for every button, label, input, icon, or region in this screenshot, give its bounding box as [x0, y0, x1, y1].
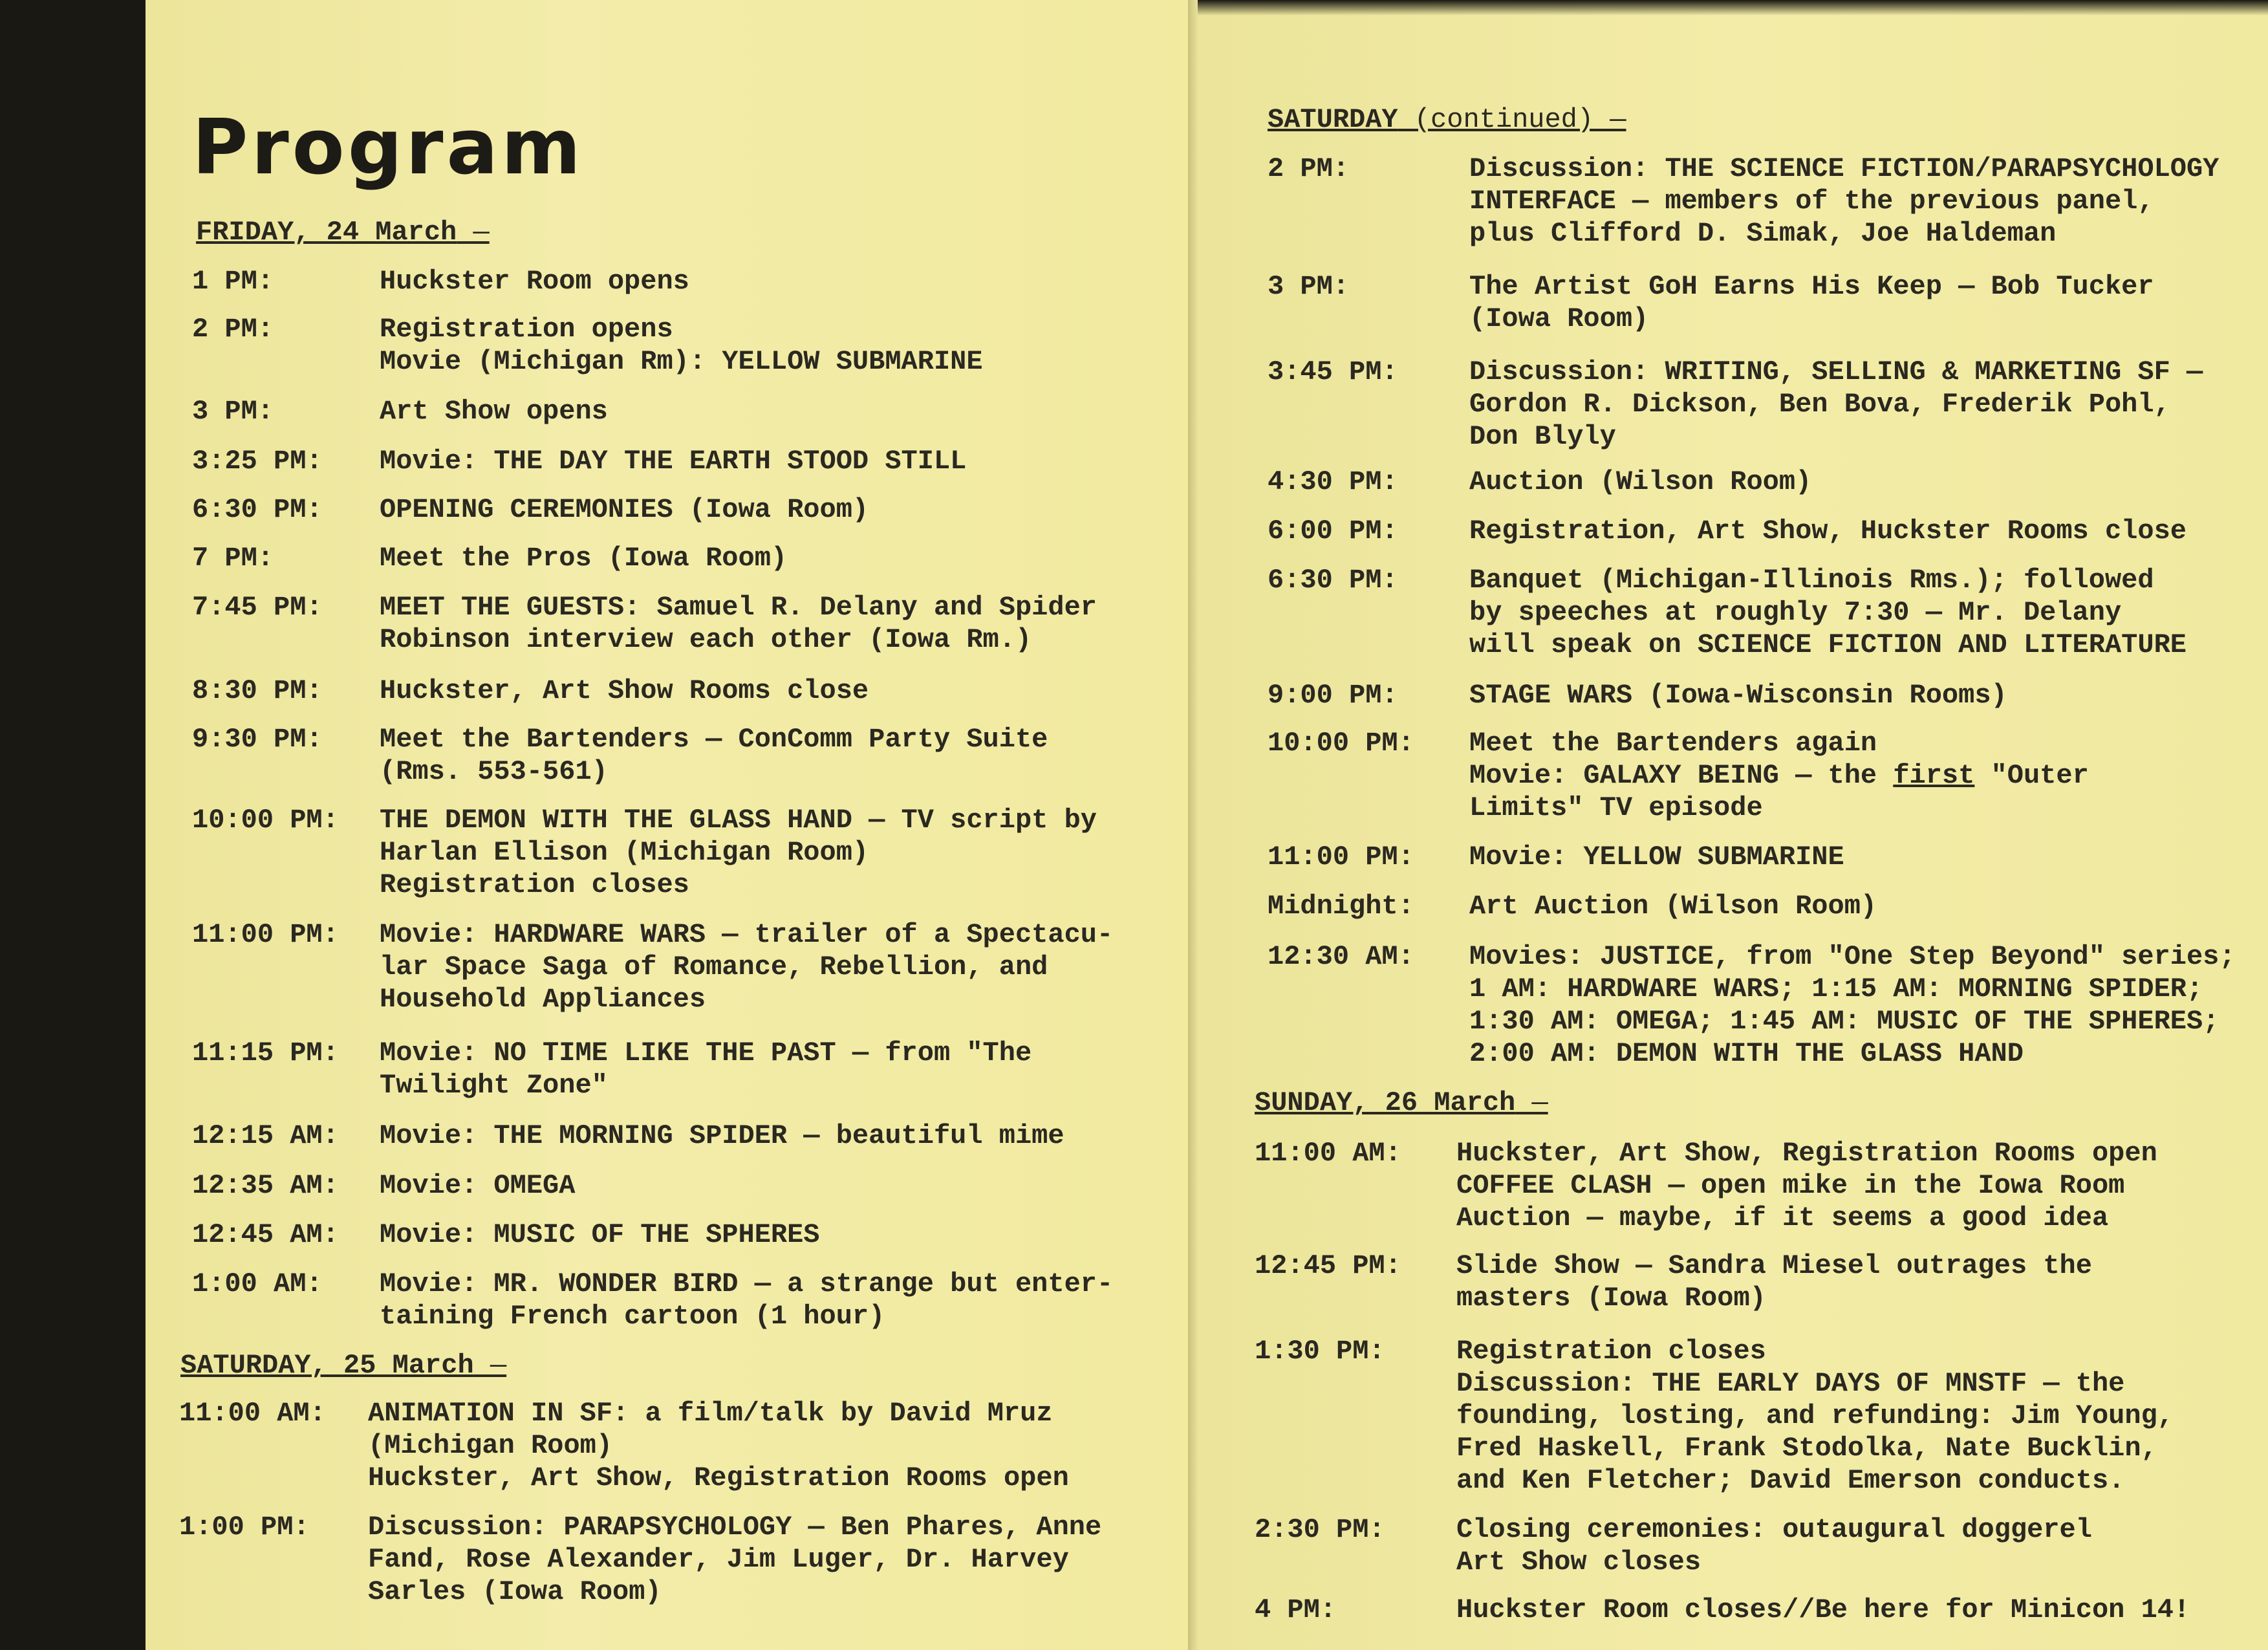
entry-line	[1456, 1594, 2190, 1626]
entry-line-text: Huckster Room closes//Be here for Minicon 14!	[1456, 1594, 2190, 1625]
entry-line	[380, 951, 1113, 983]
entry-line	[380, 675, 869, 707]
page-fold	[1188, 0, 1198, 1650]
entry-line	[380, 1037, 1031, 1069]
entry-description	[1469, 515, 2187, 547]
entry-line-text: Movie: THE MORNING SPIDER — beautiful mime	[380, 1120, 1064, 1151]
entry-line-text: Discussion: PARAPSYCHOLOGY — Ben Phares, Anne	[368, 1512, 1102, 1543]
entry-line-text: INTERFACE — members of the previous panel,	[1469, 186, 2154, 217]
entry-line-text: Limits" TV episode	[1469, 792, 1763, 823]
entry-line-text: 1 AM: HARDWARE WARS; 1:15 AM: MORNING SPIDER;	[1469, 973, 2203, 1004]
entry-line-text: Discussion: THE SCIENCE FICTION/PARAPSYCHOLOGY	[1469, 153, 2219, 184]
entry-line-text: (Iowa Room)	[1469, 303, 1649, 334]
entry-description	[380, 395, 608, 428]
entry-line-text: Fand, Rose Alexander, Jim Luger, Dr. Harvey	[368, 1544, 1069, 1575]
entry-description	[1469, 841, 1844, 873]
entry-description	[380, 1219, 820, 1251]
entry-description	[380, 1037, 1031, 1102]
entry-line-text: and Ken Fletcher; David Emerson conducts.	[1456, 1465, 2125, 1496]
entry-line-text: Meet the Pros (Iowa Room)	[380, 543, 788, 574]
entry-line	[368, 1397, 1069, 1429]
entry-line	[380, 1169, 575, 1202]
entry-line-text: Banquet (Michigan-Illinois Rms.); followed	[1469, 565, 2154, 596]
entry-line	[380, 1120, 1064, 1152]
right-page	[1198, 0, 2268, 1650]
entry-line-text: Meet the Bartenders — ConComm Party Suite	[380, 724, 1048, 755]
entry-line	[1456, 1546, 2092, 1578]
entry-line-text: Movie: MUSIC OF THE SPHERES	[380, 1219, 820, 1250]
entry-time: 7 PM:	[192, 543, 274, 574]
entry-time: 7:45 PM:	[192, 592, 323, 623]
entry-line-text: Movie: MR. WONDER BIRD — a strange but enter-	[380, 1268, 1114, 1299]
entry-line	[1469, 303, 2154, 335]
entry-line	[1469, 564, 2187, 596]
entry-line-text: Don Blyly	[1469, 421, 1616, 452]
entry-line-text: Auction — maybe, if it seems a good idea	[1456, 1202, 2109, 1233]
entry-time: Midnight:	[1268, 891, 1414, 922]
entry-line-text: Fred Haskell, Frank Stodolka, Nate Bucklin,	[1456, 1433, 2157, 1464]
entry-line-text: Slide Show — Sandra Miesel outrages the	[1456, 1250, 2092, 1281]
entry-time: 1:30 PM:	[1255, 1336, 1385, 1367]
entry-line-text: THE DEMON WITH THE GLASS HAND — TV script by	[380, 805, 1097, 836]
entry-time: 11:15 PM:	[192, 1037, 339, 1069]
entry-description	[1469, 727, 2089, 824]
entry-line-text: Movie: YELLOW SUBMARINE	[1469, 841, 1844, 873]
entry-line	[1469, 185, 2219, 217]
entry-line	[1469, 629, 2187, 661]
entry-time: 3:25 PM:	[192, 446, 323, 477]
entry-line-text: masters (Iowa Room)	[1456, 1283, 1766, 1314]
entry-time: 6:30 PM:	[1268, 565, 1398, 596]
entry-line	[1469, 1037, 2236, 1070]
entry-time: 12:30 AM:	[1268, 941, 1414, 972]
entry-time: 3 PM:	[1268, 271, 1350, 302]
entry-line-text: Twilight Zone"	[380, 1070, 608, 1101]
sunday-heading-text: SUNDAY, 26 March	[1255, 1087, 1516, 1118]
entry-time: 2 PM:	[192, 314, 274, 345]
entry-description	[380, 918, 1113, 1015]
entry-line	[1469, 679, 2007, 711]
entry-line	[1456, 1367, 2174, 1400]
entry-line-text: 2:00 AM: DEMON WITH THE GLASS HAND	[1469, 1038, 2024, 1069]
entry-line	[380, 1219, 820, 1251]
entry-line-text: ANIMATION IN SF: a film/talk by David Mruz	[368, 1398, 1053, 1429]
entry-time: 11:00 AM:	[179, 1398, 326, 1429]
entry-line	[380, 345, 983, 378]
saturday-heading-text: SATURDAY, 25 March	[180, 1350, 474, 1381]
entry-line	[1469, 940, 2236, 973]
top-edge-shadow	[1198, 0, 2268, 16]
entry-line-text: Movies: JUSTICE, from "One Step Beyond" series;	[1469, 941, 2236, 972]
entry-line-text: Meet the Bartenders again	[1469, 728, 1877, 759]
entry-line	[1456, 1464, 2174, 1497]
entry-line-text: Art Show opens	[380, 396, 608, 427]
entry-line	[368, 1462, 1069, 1494]
entry-line	[380, 983, 1113, 1015]
entry-line-text: Huckster, Art Show, Registration Rooms open	[368, 1462, 1069, 1493]
entry-description	[380, 445, 966, 477]
entry-description	[1456, 1250, 2092, 1314]
entry-line	[1469, 890, 1877, 922]
entry-line-text: COFFEE CLASH — open mike in the Iowa Room	[1456, 1170, 2125, 1201]
entry-description	[1469, 890, 1877, 922]
entry-line	[368, 1511, 1101, 1543]
entry-time: 2:30 PM:	[1255, 1514, 1385, 1545]
entry-description	[1469, 153, 2219, 250]
entry-line	[1469, 727, 2089, 759]
entry-line	[380, 1268, 1113, 1300]
entry-line	[368, 1543, 1101, 1576]
entry-line	[1469, 841, 1844, 873]
entry-time: 11:00 AM:	[1255, 1138, 1401, 1169]
entry-line	[1469, 356, 2203, 388]
entry-time: 1:00 AM:	[192, 1268, 323, 1299]
entry-line-text: lar Space Saga of Romance, Rebellion, and	[380, 951, 1048, 982]
entry-line-text: 1:30 AM: OMEGA; 1:45 AM: MUSIC OF THE SPHERES;	[1469, 1006, 2219, 1037]
entry-time: 12:45 AM:	[192, 1219, 339, 1250]
entry-description	[380, 265, 689, 298]
entry-time: 6:30 PM:	[192, 494, 323, 525]
entry-line	[1469, 466, 1811, 498]
entry-description	[1469, 270, 2154, 335]
left-page	[146, 0, 1188, 1650]
entry-line	[380, 624, 1097, 656]
entry-line-text: Movie: THE DAY THE EARTH STOOD STILL	[380, 446, 967, 477]
entry-line	[380, 836, 1097, 869]
saturday-continued-heading-text: SATURDAY	[1268, 104, 1398, 135]
entry-description	[1469, 940, 2236, 1070]
entry-line	[1469, 270, 2154, 303]
entry-time: 8:30 PM:	[192, 675, 323, 706]
entry-line-text: plus Clifford D. Simak, Joe Haldeman	[1469, 218, 2057, 249]
entry-line-text: Registration, Art Show, Huckster Rooms close	[1469, 516, 2187, 547]
entry-line	[1456, 1514, 2092, 1546]
entry-line	[380, 395, 608, 428]
entry-line-text: The Artist GoH Earns His Keep — Bob Tucker	[1469, 271, 2154, 302]
entry-line	[1456, 1400, 2174, 1432]
entry-line-text: Movie: OMEGA	[380, 1170, 576, 1201]
entry-line-text: Harlan Ellison (Michigan Room)	[380, 837, 869, 868]
entry-line	[368, 1576, 1101, 1608]
friday-heading-text: FRIDAY, 24 March	[196, 217, 457, 248]
emphasized-word: first	[1893, 760, 1975, 791]
entry-line	[1469, 1005, 2236, 1037]
entry-line-continuation: "Outer	[1974, 760, 2089, 791]
entry-line	[1469, 759, 2089, 792]
entry-description	[1456, 1335, 2174, 1497]
saturday-heading	[180, 1352, 506, 1379]
entry-time: 1 PM:	[192, 266, 274, 297]
sunday-heading	[1255, 1089, 1548, 1116]
entry-line	[380, 723, 1048, 755]
entry-line-text: Household Appliances	[380, 984, 706, 1015]
entry-description	[1456, 1514, 2092, 1578]
entry-time: 3 PM:	[192, 396, 274, 427]
page-title: Program	[192, 102, 584, 191]
entry-line	[380, 804, 1097, 836]
entry-description	[380, 1120, 1064, 1152]
entry-line	[1469, 792, 2089, 824]
entry-time: 4 PM:	[1255, 1594, 1337, 1625]
entry-line	[1456, 1432, 2174, 1464]
entry-line-text: Auction (Wilson Room)	[1469, 466, 1812, 497]
entry-description	[1469, 564, 2187, 661]
entry-description	[380, 804, 1097, 901]
entry-line	[380, 313, 983, 345]
entry-description	[368, 1397, 1069, 1494]
entry-line-text: Movie: GALAXY BEING — the	[1469, 760, 1894, 791]
entry-line	[1456, 1202, 2157, 1234]
entry-description	[368, 1511, 1101, 1608]
entry-time: 9:00 PM:	[1268, 680, 1398, 711]
entry-time: 12:45 PM:	[1255, 1250, 1401, 1281]
entry-line-text: Gordon R. Dickson, Ben Bova, Frederik Pohl,	[1469, 389, 2170, 420]
entry-line	[1469, 420, 2203, 453]
entry-line-text: taining French cartoon (1 hour)	[380, 1301, 885, 1332]
entry-line	[1456, 1250, 2092, 1282]
entry-line	[380, 542, 787, 574]
entry-time: 1:00 PM:	[179, 1512, 310, 1543]
entry-description	[380, 723, 1048, 788]
entry-line	[368, 1429, 1069, 1462]
entry-line-text: Registration closes	[380, 869, 689, 900]
entry-line-text: Closing ceremonies: outaugural doggerel	[1456, 1514, 2092, 1545]
entry-time: 2 PM:	[1268, 153, 1350, 184]
entry-line	[1456, 1137, 2157, 1169]
entry-line-text: Discussion: WRITING, SELLING & MARKETING SF —	[1469, 356, 2203, 387]
entry-line-text: Huckster, Art Show Rooms close	[380, 675, 869, 706]
entry-line-text: Art Show closes	[1456, 1547, 1701, 1578]
entry-line-text: Discussion: THE EARLY DAYS OF MNSTF — the	[1456, 1368, 2125, 1399]
entry-description	[1456, 1594, 2190, 1626]
entry-description	[1469, 356, 2203, 453]
entry-time: 10:00 PM:	[1268, 728, 1414, 759]
entry-description	[380, 542, 787, 574]
entry-line-text: Registration closes	[1456, 1336, 1766, 1367]
entry-line	[1469, 388, 2203, 420]
entry-description	[380, 1268, 1113, 1332]
entry-line	[1469, 973, 2236, 1005]
entry-line-text: Robinson interview each other (Iowa Rm.)	[380, 624, 1032, 655]
entry-description	[380, 494, 869, 526]
entry-line	[1456, 1169, 2157, 1202]
entry-line	[1469, 596, 2187, 629]
entry-line	[1469, 217, 2219, 250]
entry-description	[380, 313, 983, 378]
entry-line-text: Sarles (Iowa Room)	[368, 1576, 662, 1607]
entry-line-text: will speak on SCIENCE FICTION AND LITERATURE	[1469, 629, 2187, 660]
entry-line	[380, 918, 1113, 951]
entry-line-text: Registration opens	[380, 314, 673, 345]
entry-time: 12:15 AM:	[192, 1120, 339, 1151]
entry-line	[1456, 1282, 2092, 1314]
entry-line-text: MEET THE GUESTS: Samuel R. Delany and Spider	[380, 592, 1097, 623]
entry-line-text: Huckster Room opens	[380, 266, 689, 297]
entry-description	[1469, 466, 1811, 498]
entry-line-text: by speeches at roughly 7:30 — Mr. Delany	[1469, 597, 2122, 628]
entry-description	[380, 675, 869, 707]
entry-line-text: (Michigan Room)	[368, 1430, 613, 1461]
friday-heading-suffix: —	[457, 217, 490, 248]
saturday-continued-heading-suffix: (continued) —	[1398, 104, 1626, 135]
entry-line-text: Huckster, Art Show, Registration Rooms open	[1456, 1138, 2157, 1169]
entry-description	[380, 1169, 575, 1202]
entry-description	[380, 591, 1097, 656]
entry-time: 11:00 PM:	[192, 919, 339, 950]
entry-line	[380, 445, 966, 477]
sunday-heading-suffix: —	[1515, 1087, 1548, 1118]
saturday-heading-suffix: —	[473, 1350, 507, 1381]
entry-time: 9:30 PM:	[192, 724, 323, 755]
entry-time: 4:30 PM:	[1268, 466, 1398, 497]
entry-line-text: Art Auction (Wilson Room)	[1469, 891, 1877, 922]
friday-heading	[196, 219, 490, 246]
entry-time: 6:00 PM:	[1268, 516, 1398, 547]
entry-time: 3:45 PM:	[1268, 356, 1398, 387]
entry-description	[1456, 1137, 2157, 1234]
entry-line-text: founding, losting, and refunding: Jim Young,	[1456, 1400, 2174, 1431]
entry-description	[1469, 679, 2007, 711]
entry-time: 10:00 PM:	[192, 805, 339, 836]
entry-line-text: (Rms. 553-561)	[380, 756, 608, 787]
entry-line-text: Movie: NO TIME LIKE THE PAST — from "The	[380, 1037, 1032, 1069]
saturday-continued-heading	[1268, 106, 1626, 133]
entry-line	[380, 755, 1048, 788]
entry-time: 12:35 AM:	[192, 1170, 339, 1201]
entry-line	[1469, 153, 2219, 185]
entry-line	[1469, 515, 2187, 547]
entry-line-text: Movie: HARDWARE WARS — trailer of a Spectacu-	[380, 919, 1114, 950]
entry-line	[380, 1300, 1113, 1332]
entry-line	[380, 494, 869, 526]
entry-line-text: OPENING CEREMONIES (Iowa Room)	[380, 494, 869, 525]
entry-line	[380, 265, 689, 298]
entry-time: 11:00 PM:	[1268, 841, 1414, 873]
entry-line-text: Movie (Michigan Rm): YELLOW SUBMARINE	[380, 346, 983, 377]
entry-line	[1456, 1335, 2174, 1367]
entry-line	[380, 869, 1097, 901]
entry-line	[380, 591, 1097, 624]
entry-line-text: STAGE WARS (Iowa-Wisconsin Rooms)	[1469, 680, 2007, 711]
entry-line	[380, 1069, 1031, 1102]
